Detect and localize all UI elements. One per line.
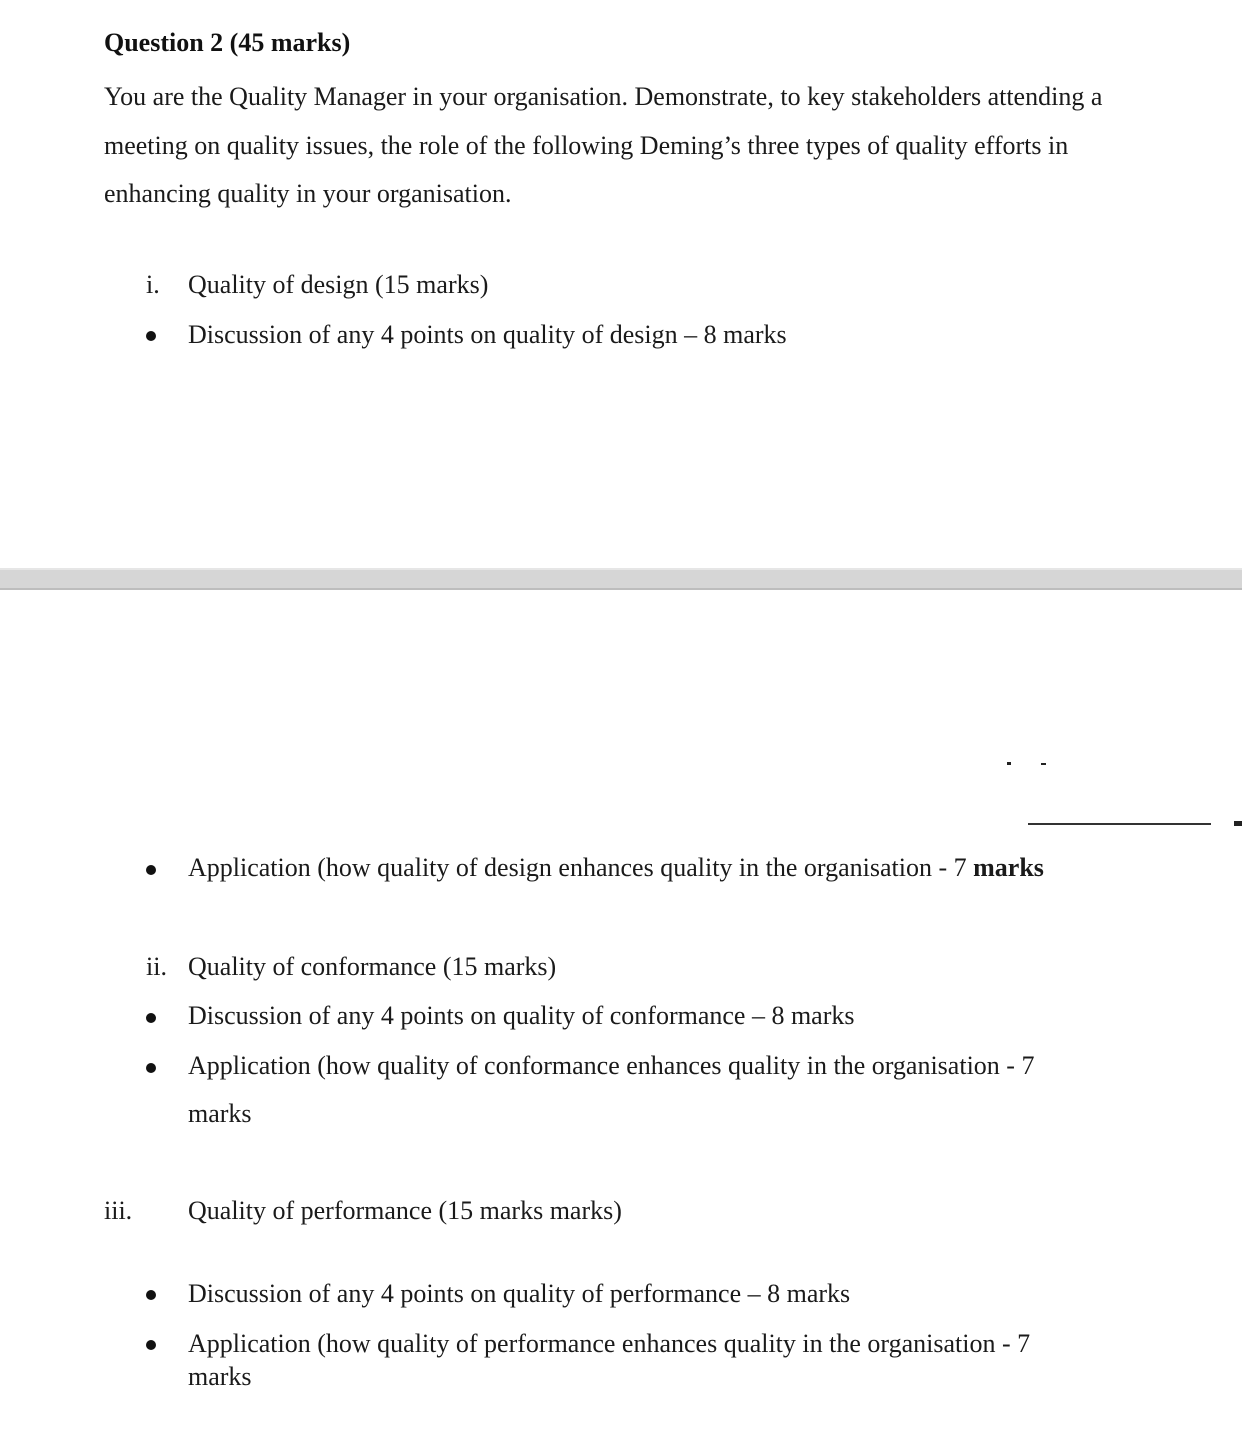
part-iii-discussion: Discussion of any 4 points on quality of performance – 8 marks (188, 1279, 851, 1308)
bullet-icon (146, 331, 156, 341)
bullet-icon (146, 865, 156, 875)
part-ii-heading: Quality of conformance (15 marks) (188, 952, 557, 981)
document-page-bottom (0, 590, 1242, 1440)
document-page-top (0, 0, 1242, 568)
scan-artifact (1041, 763, 1046, 765)
question-title: Question 2 (45 marks) (104, 28, 351, 57)
part-iii-application-line2: marks (188, 1362, 252, 1391)
bullet-icon (146, 1290, 156, 1300)
part-iii-heading: Quality of performance (15 marks marks) (188, 1196, 622, 1225)
bullet-icon (146, 1013, 156, 1023)
part-i-numeral: i. (146, 270, 160, 299)
page-separator (0, 568, 1242, 590)
part-i-heading: Quality of design (15 marks) (188, 270, 489, 299)
part-iii-numeral: iii. (104, 1196, 133, 1225)
scan-artifact (1234, 821, 1242, 826)
part-i-application (188, 853, 1044, 883)
part-iii-application-line1: Application (how quality of performance enhances quality in the organisation - 7 (188, 1329, 1031, 1358)
part-ii-application-line1: Application (how quality of conformance enhances quality in the organisation - 7 (188, 1051, 1035, 1080)
scan-artifact (1028, 823, 1211, 825)
part-ii-discussion: Discussion of any 4 points on quality of conformance – 8 marks (188, 1001, 855, 1030)
part-i-application-bold: marks (973, 853, 1044, 882)
part-ii-numeral: ii. (146, 952, 167, 981)
part-i-discussion: Discussion of any 4 points on quality of design – 8 marks (188, 320, 787, 349)
bullet-icon (146, 1340, 156, 1350)
bullet-icon (146, 1063, 156, 1073)
question-intro: You are the Quality Manager in your organisation. Demonstrate, to key stakeholders attending a meeting on quality issues, the role of the following Deming’s three types of quality efforts in enhancing quality in your organisation. (104, 82, 1103, 208)
part-ii-application-line2: marks (188, 1099, 252, 1128)
scan-artifact (1007, 762, 1011, 765)
part-i-application-text: Application (how quality of design enhances quality in the organisation - 7 (188, 853, 974, 882)
